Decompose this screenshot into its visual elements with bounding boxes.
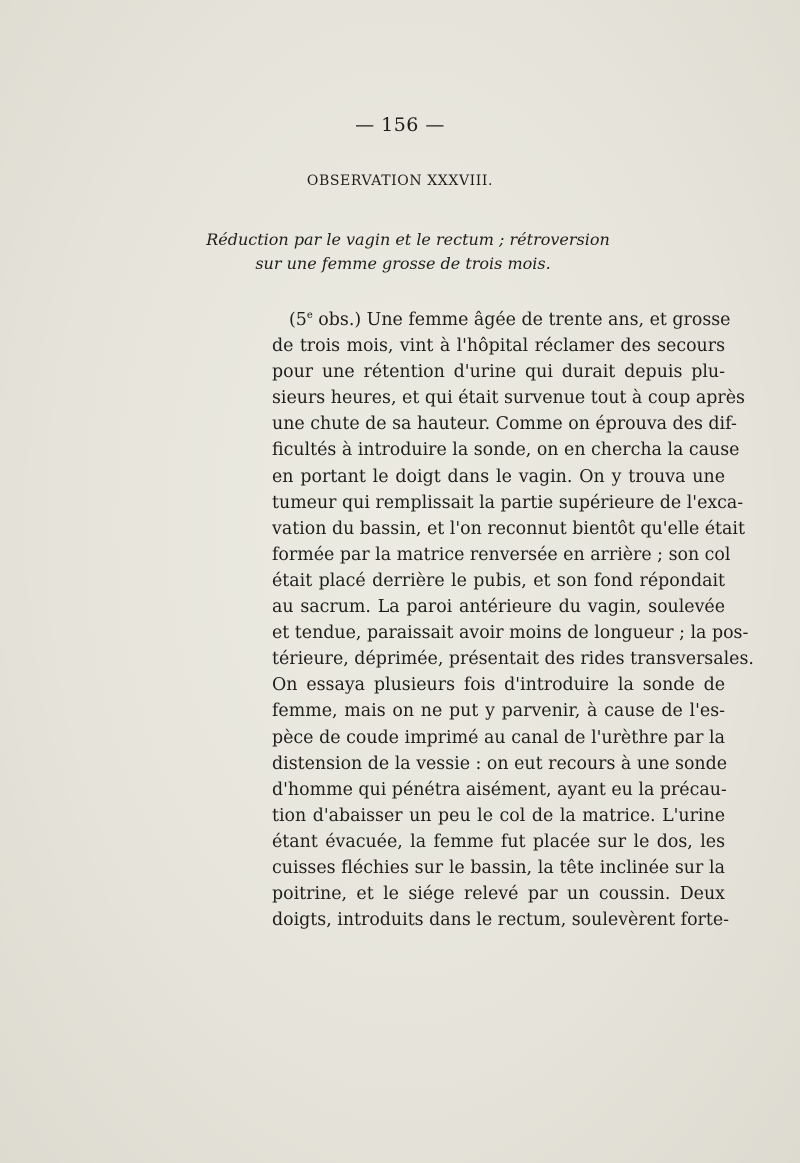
text-line: formée par la matrice renversée en arrière ; son col [272, 544, 731, 565]
obs-prefix: (5 [289, 310, 307, 330]
text-line: pèce de coude imprimé au canal de l'urèthre par la [272, 727, 725, 748]
text-line: femme, mais on ne put y parvenir, à cause de l'es- [272, 701, 725, 722]
text-line: pour une rétention d'urine qui durait depuis plu- [272, 362, 725, 383]
body-paragraph [272, 307, 754, 933]
first-line-text: obs.) Une femme âgée de trente ans, et grosse [312, 310, 731, 330]
text-line: ficultés à introduire la sonde, on en chercha la cause [272, 440, 740, 461]
text-line: d'homme qui pénétra aisément, ayant eu la précau- [272, 779, 727, 800]
text-line: distension de la vessie : on eut recours à une sonde [272, 753, 728, 774]
text-line: tion d'abaisser un peu le col de la matrice. L'urine [272, 805, 725, 826]
subtitle-line-1: Réduction par le vagin et le rectum ; rétroversion [206, 230, 610, 249]
text-line: On essaya plusieurs fois d'introduire la sonde de [272, 675, 725, 696]
subtitle-line-2: sur une femme grosse de trois mois. [255, 254, 551, 273]
text-line: térieure, déprimée, présentait des rides transversales. [272, 649, 754, 670]
text-line: sieurs heures, et qui était survenue tout à coup après [272, 388, 745, 409]
text-line: une chute de sa hauteur. Comme on éprouva des dif- [272, 414, 737, 435]
text-line: doigts, introduits dans le rectum, soulevèrent forte- [272, 910, 730, 931]
text-line: poitrine, et le siége relevé par un coussin. Deux [272, 884, 725, 905]
text-line: était placé derrière le pubis, et son fond répondait [272, 570, 725, 591]
page-number: — 156 — [355, 114, 445, 136]
text-line: de trois mois, vint à l'hôpital réclamer des secours [272, 336, 725, 357]
text-line: au sacrum. La paroi antérieure du vagin, soulevée [272, 597, 725, 618]
observation-title: OBSERVATION XXXVIII. [306, 173, 494, 189]
text-line [272, 307, 731, 333]
ordinal-superscript: e [306, 310, 313, 321]
text-line: étant évacuée, la femme fut placée sur le dos, les [272, 831, 725, 852]
text-line: et tendue, paraissait avoir moins de longueur ; la pos- [272, 623, 749, 644]
text-line: vation du bassin, et l'on reconnut bientôt qu'elle était [272, 518, 745, 539]
text-line: tumeur qui remplissait la partie supérieure de l'exca- [272, 492, 744, 513]
text-line: en portant le doigt dans le vagin. On y trouva une [272, 466, 725, 487]
text-line: cuisses fléchies sur le bassin, la tête inclinée sur la [272, 857, 725, 878]
